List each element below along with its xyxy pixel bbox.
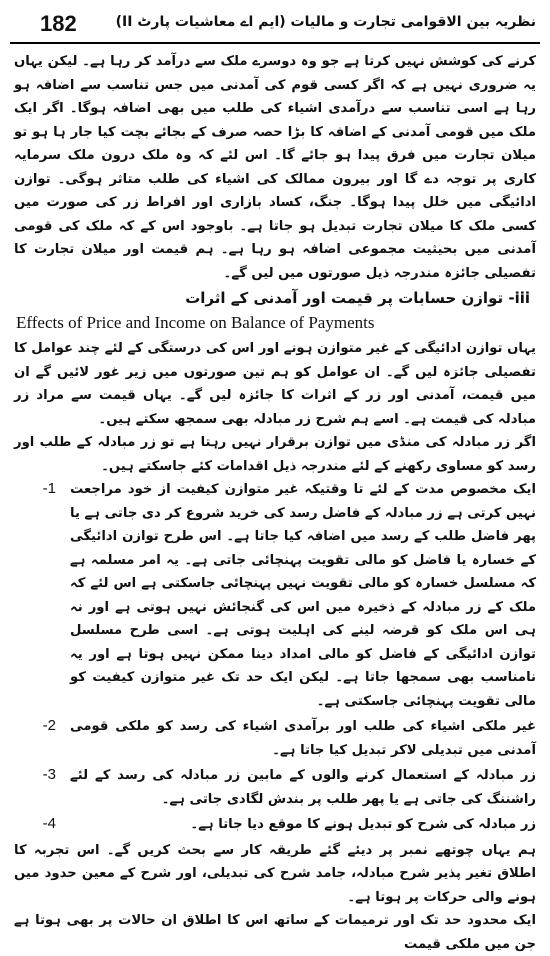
numbered-list bbox=[8, 478, 542, 837]
list-item-text: غیر ملکی اشیاء کی طلب اور برآمدی اشیاء کی رسد کو ملکی قومی آمدنی میں تبدیلی لاکر تبدیل کیا جاتا ہے۔ bbox=[70, 715, 542, 762]
section-paragraph: یہاں توازن ادائیگی کے غیر متوازن ہونے اور اس کی درستگی کے لئے چند عوامل کا تفصیلی جائزہ لیں گے۔ ان عوامل کو ہم تین صورتوں میں زیر غور لائیں گے ان میں قیمت، آمدنی اور زر کے اثرات کا جائزہ لیں گے۔ یہاں قیمت سے مراد زر مبادلہ کی قیمت ہے۔ اسے ہم شرح زر مبادلہ بھی سمجھ سکتے ہیں۔ bbox=[14, 337, 536, 431]
list-item-text: زر مبادلہ کی شرح کو تبدیل ہونے کا موقع دیا جاتا ہے۔ bbox=[70, 813, 542, 837]
closing-body bbox=[8, 839, 542, 956]
list-item bbox=[8, 478, 542, 713]
intro-paragraph-text: کرنے کی کوشش نہیں کرتا ہے جو وہ دوسرے ملک سے درآمد کر رہا ہے۔ لیکن یہاں یہ ضروری نہیں ہے کہ اگر کسی قوم کی آمدنی میں جس تناسب سے اضافہ ہو رہا ہے اسی تناسب سے درآمدی اشیاء کی طلب میں بھی اضافہ ہوگا۔ اگر ایک ملک میں قومی آمدنی کے اضافہ کا بڑا حصہ صرف کے بجائے بچت کیا جار ہا ہو تو میلان تجارت میں فرق پیدا ہو جائے گا۔ اس لئے کہ وہ ملک درون ملک سرمایہ کاری پر توجہ دے گا اور بیرون ممالک کی اشیاء کی طلب متاثر ہوگی۔ توازن ادائیگی میں خلل پیدا ہوگا۔ جنگ، کساد بازاری اور افراط زر کی صورت میں کسی ملک کا میلان تجارت تبدیل ہو جاتا ہے۔ باوجود اس کے کہ ملک کی قومی آمدنی میں بحیثیت مجموعی اضافہ ہو رہا ہے۔ ہم قیمت اور میلان تجارت کا تفصیلی جائزہ مندرجہ ذیل صورتوں میں لیں گے۔ bbox=[14, 50, 536, 285]
list-item-number: -3 bbox=[8, 764, 70, 811]
english-heading: Effects of Price and Income on Balance of Payments bbox=[16, 313, 542, 333]
page-number: 182 bbox=[40, 11, 77, 37]
list-item-number: -2 bbox=[8, 715, 70, 762]
section-body bbox=[8, 337, 542, 478]
header-rule bbox=[10, 42, 540, 44]
list-item-number: -4 bbox=[8, 813, 70, 837]
list-item-number: -1 bbox=[8, 478, 70, 713]
page-header bbox=[8, 8, 542, 38]
list-item bbox=[8, 764, 542, 811]
section-paragraph: اگر زر مبادلہ کی منڈی میں توازن برقرار نہیں رہتا ہے تو زر مبادلہ کے طلب اور رسد کو مساوی رکھنے کے لئے مندرجہ ذیل اقدامات کئے جاسکتے ہیں۔ bbox=[14, 431, 536, 478]
list-item bbox=[8, 715, 542, 762]
intro-paragraph bbox=[8, 50, 542, 285]
section-subheading: iii- توازن حسابات پر قیمت اور آمدنی کے اثرات bbox=[8, 289, 530, 307]
closing-paragraph: ہم یہاں چوتھے نمبر پر دیئے گئے طریقہ کار سے بحث کریں گے۔ اس تجربہ کا اطلاق تغیر پذیر شرح مبادلہ، جامد شرح کی تبدیلی، اور شرح کے معین حدود میں ہونے والی حرکات پر ہوتا ہے۔ bbox=[14, 839, 536, 910]
closing-paragraph: ایک محدود حد تک اور ترمیمات کے ساتھ اس کا اطلاق ان حالات پر بھی ہوتا ہے جن میں ملکی قیمت bbox=[14, 909, 536, 956]
running-head: نظریہ بین الاقوامی تجارت و مالیات (ایم اے معاشیات پارٹ II) bbox=[116, 14, 536, 30]
list-item-text: زر مبادلہ کے استعمال کرنے والوں کے مابین زر مبادلہ کی رسد کے لئے راشننگ کی جاتی ہے یا پھر طلب پر بندش لگادی جاتی ہے۔ bbox=[70, 764, 542, 811]
list-item-text: ایک مخصوص مدت کے لئے تا وقتیکہ غیر متوازن کیفیت از خود مراجعت نہیں کرتی ہے زر مبادلہ کے فاضل رسد کی خرید شروع کر دی جاتی ہے یا پھر فاضل طلب کے رسد میں اضافہ کیا جاتا ہے۔ اس طرح توازن ادائیگی کے خسارہ یا فاضل کو مالی تقویت پہنچائی جاتی ہے۔ یہ امر مسلمہ ہے کہ مسلسل خسارہ کو مالی تقویت نہیں پہنچائی جاسکتی ہے اس لئے کہ ملک کے زر مبادلہ کے ذخیرہ میں اس کی گنجائش نہیں ہوتی ہے اور نہ ہی اس ملک کو قرضہ لینے کی اہلیت ہوتی ہے۔ اسی طرح مسلسل توازن ادائیگی کے فاضل کو مالی امداد دینا ممکن نہیں ہوتا ہے اور یہ نامناسب بھی سمجھا جاتا ہے۔ لیکن ایک حد تک غیر متوازن کیفیت کو مالی تقویت پہنچائی جاسکتی ہے۔ bbox=[70, 478, 542, 713]
list-item bbox=[8, 813, 542, 837]
